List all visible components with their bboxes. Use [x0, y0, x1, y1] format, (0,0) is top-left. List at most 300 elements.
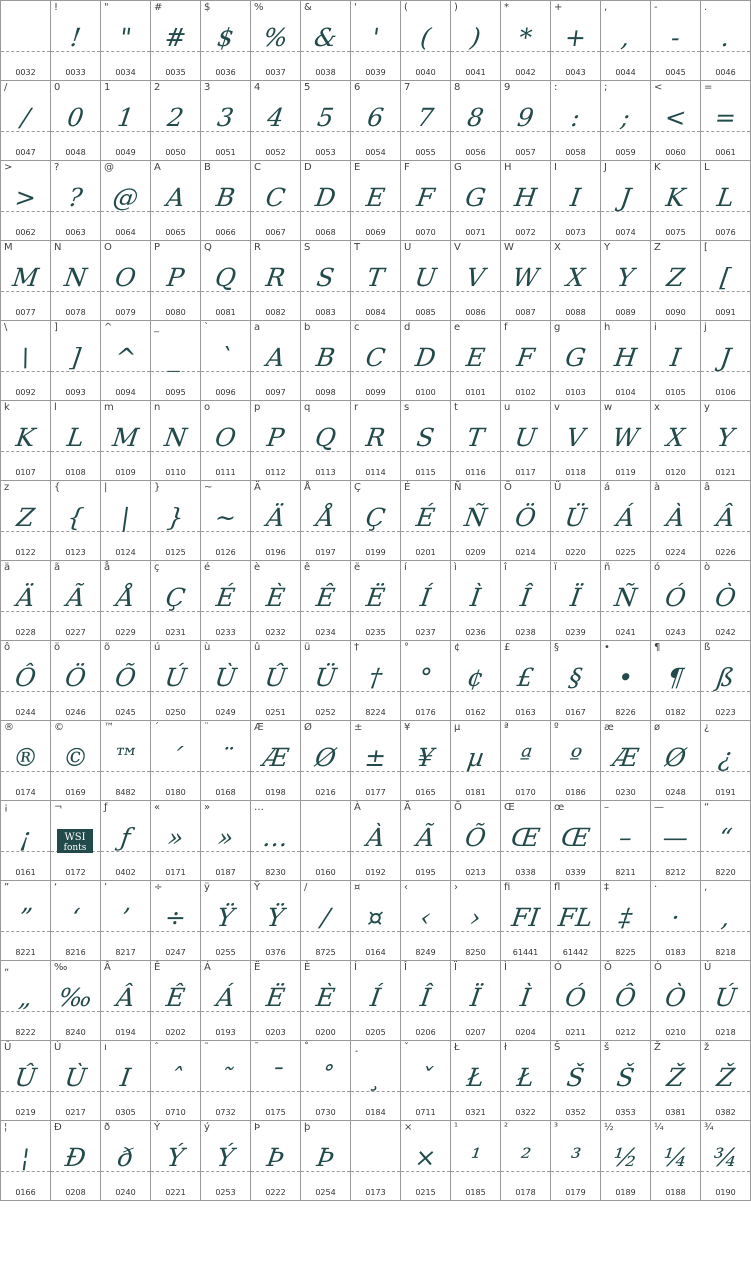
reference-character: ©: [54, 722, 64, 733]
glyph-sample: {: [65, 503, 86, 532]
glyph-cell: [601, 561, 651, 641]
character-code: 0098: [315, 388, 336, 397]
glyph-cell: [301, 161, 351, 241]
glyph-cell: [151, 721, 201, 801]
glyph-cell: [701, 81, 751, 161]
baseline-guide: [1, 51, 50, 52]
character-code: 0101: [465, 388, 486, 397]
glyph-sample: Å: [114, 583, 137, 612]
glyph-sample: ‹: [418, 903, 433, 932]
glyph-cell: [251, 561, 301, 641]
reference-character: ˇ: [404, 1042, 409, 1053]
glyph-sample: Q: [313, 423, 338, 452]
svg-text:WSI: WSI: [64, 832, 86, 843]
glyph-sample: 8: [465, 103, 486, 132]
glyph-sample: ×: [413, 1143, 439, 1172]
glyph-sample: Ä: [264, 503, 287, 532]
character-code: 0117: [515, 468, 536, 477]
character-code: 0185: [465, 1188, 486, 1197]
reference-character: $: [204, 2, 211, 13]
reference-character: ²: [504, 1122, 509, 1133]
character-code: 0214: [515, 548, 536, 557]
glyph-cell: [301, 881, 351, 961]
reference-character: ı: [104, 1042, 107, 1053]
character-code: 0034: [115, 68, 136, 77]
character-code: 0225: [615, 548, 636, 557]
reference-character: >: [4, 162, 13, 173]
glyph-cell: [351, 1041, 401, 1121]
reference-character: \: [4, 322, 8, 333]
glyph-cell: [351, 561, 401, 641]
glyph-cell: [651, 961, 701, 1041]
glyph-sample: Ä: [14, 583, 37, 612]
character-code: 0072: [515, 228, 536, 237]
character-code: 0180: [165, 788, 186, 797]
reference-character: Î: [404, 962, 407, 973]
reference-character: Ø: [304, 722, 312, 733]
glyph-sample: D: [313, 183, 338, 212]
glyph-cell: [401, 721, 451, 801]
reference-character: _: [154, 322, 159, 333]
glyph-sample: 5: [315, 103, 336, 132]
character-code: 0060: [665, 148, 686, 157]
glyph-cell: [401, 1041, 451, 1121]
glyph-cell: [651, 1, 701, 81]
glyph-sample: ð: [116, 1143, 136, 1172]
character-code: 0055: [415, 148, 436, 157]
reference-character: l: [54, 402, 57, 413]
glyph-cell: [1, 401, 51, 481]
reference-character: m: [104, 402, 114, 413]
reference-character: ;: [604, 82, 608, 93]
glyph-sample: >: [13, 183, 39, 212]
glyph-cell: [101, 1121, 151, 1201]
glyph-cell: [651, 721, 701, 801]
character-code: 0241: [615, 628, 636, 637]
glyph-sample: K: [14, 423, 37, 452]
reference-character: ¬: [54, 802, 63, 813]
glyph-sample: Ł: [515, 1063, 536, 1092]
character-code: 0071: [465, 228, 486, 237]
glyph-sample: µ: [465, 743, 486, 772]
reference-character: ¡: [4, 802, 9, 813]
character-code: 8212: [665, 868, 686, 877]
glyph-sample: ƒ: [118, 823, 133, 852]
reference-character: ÷: [154, 882, 163, 893]
reference-character: d: [404, 322, 411, 333]
glyph-cell: [251, 961, 301, 1041]
glyph-sample: •: [616, 663, 635, 692]
glyph-cell: [451, 241, 501, 321]
reference-character: Ô: [604, 962, 612, 973]
glyph-cell: [151, 1121, 201, 1201]
character-code: 0217: [65, 1108, 86, 1117]
character-code: 0242: [715, 628, 736, 637]
reference-character: µ: [454, 722, 461, 733]
reference-character: §: [554, 642, 559, 653]
character-code: 0093: [65, 388, 86, 397]
character-code: 0121: [715, 468, 736, 477]
glyph-sample: 3: [215, 103, 236, 132]
glyph-cell: [251, 321, 301, 401]
reference-character: 3: [204, 82, 211, 93]
glyph-sample: ’: [119, 903, 132, 932]
glyph-sample: Î: [418, 983, 433, 1012]
glyph-sample: Ó: [663, 583, 688, 612]
reference-character: ^: [104, 322, 113, 333]
glyph-cell: [51, 401, 101, 481]
glyph-sample: Ú: [712, 983, 739, 1012]
glyph-cell: [351, 81, 401, 161]
character-code: 0190: [715, 1188, 736, 1197]
character-code: 0041: [465, 68, 486, 77]
glyph-sample: ˆ: [167, 1063, 184, 1092]
reference-character: ¿: [704, 722, 710, 733]
character-code: 0050: [165, 148, 186, 157]
glyph-sample: S: [414, 423, 437, 452]
character-code: 0382: [715, 1108, 736, 1117]
reference-character: Í: [354, 962, 357, 973]
glyph-sample: Ú: [162, 663, 189, 692]
glyph-sample: ): [468, 23, 483, 52]
glyph-sample: Ý: [165, 1143, 186, 1172]
character-code: 0221: [165, 1188, 186, 1197]
character-code: 0035: [165, 68, 186, 77]
reference-character: ã: [54, 562, 61, 573]
glyph-cell: [301, 1, 351, 81]
glyph-cell: [601, 81, 651, 161]
reference-character: a: [254, 322, 261, 333]
reference-character: ·: [654, 882, 658, 893]
reference-character: `: [204, 322, 209, 333]
reference-character: D: [304, 162, 312, 173]
glyph-cell: [551, 1121, 601, 1201]
glyph-cell: [701, 721, 751, 801]
glyph-sample: £: [515, 663, 536, 692]
character-code: 0107: [15, 468, 36, 477]
glyph-sample: Ø: [313, 743, 338, 772]
glyph-cell: [251, 1121, 301, 1201]
glyph-sample: Ù: [212, 663, 239, 692]
character-code: 0085: [415, 308, 436, 317]
character-code: 0058: [565, 148, 586, 157]
glyph-cell: [201, 481, 251, 561]
glyph-sample: U: [512, 423, 539, 452]
reference-character: £: [504, 642, 511, 653]
glyph-sample: T: [465, 423, 486, 452]
character-code: 0201: [415, 548, 436, 557]
glyph-cell: [301, 1121, 351, 1201]
glyph-cell: [301, 241, 351, 321]
reference-character: ñ: [604, 562, 611, 573]
glyph-cell: [201, 641, 251, 721]
reference-character: ”: [4, 882, 10, 893]
glyph-cell: [151, 881, 201, 961]
glyph-cell: [201, 161, 251, 241]
glyph-sample: Ï: [568, 583, 583, 612]
glyph-cell: [51, 961, 101, 1041]
glyph-cell: [601, 241, 651, 321]
glyph-cell: [451, 1, 501, 81]
glyph-sample: ¯: [267, 1063, 284, 1092]
reference-character: Û: [4, 1042, 12, 1053]
character-code: 0339: [565, 868, 586, 877]
character-code: 0167: [565, 708, 586, 717]
glyph-sample: ‰: [56, 983, 95, 1012]
reference-character: H: [504, 162, 512, 173]
character-code: 0240: [115, 1188, 136, 1197]
glyph-cell: [401, 1121, 451, 1201]
character-code: 0730: [315, 1108, 336, 1117]
character-code: 0402: [115, 868, 136, 877]
character-code: 0046: [715, 68, 736, 77]
reference-character: ¶: [654, 642, 661, 653]
glyph-sample: Y: [715, 423, 736, 452]
glyph-cell: [201, 721, 251, 801]
glyph-sample: !: [68, 23, 83, 52]
glyph-cell: [201, 961, 251, 1041]
reference-character: u: [504, 402, 511, 413]
glyph-cell: [1, 1, 51, 81]
reference-character: 7: [404, 82, 411, 93]
glyph-sample: —: [661, 823, 691, 852]
glyph-cell: [551, 881, 601, 961]
glyph-sample: M: [110, 423, 141, 452]
glyph-sample: S: [314, 263, 337, 292]
reference-character: h: [604, 322, 611, 333]
reference-character: ž: [704, 1042, 710, 1053]
glyph-cell: [51, 1041, 101, 1121]
glyph-sample: ®: [11, 743, 41, 772]
reference-character: Ä: [254, 482, 261, 493]
glyph-sample: :: [569, 103, 582, 132]
reference-character: T: [354, 242, 361, 253]
character-code: 0119: [615, 468, 636, 477]
glyph-sample: ~: [213, 503, 239, 532]
character-code: 8240: [65, 1028, 86, 1037]
glyph-sample: Ô: [13, 663, 38, 692]
glyph-cell: [701, 241, 751, 321]
glyph-cell: [1, 81, 51, 161]
glyph-sample: [: [718, 263, 733, 292]
glyph-cell: [101, 81, 151, 161]
reference-character: |: [104, 482, 108, 493]
glyph-cell: [551, 81, 601, 161]
reference-character: ê: [304, 562, 311, 573]
glyph-cell: [401, 961, 451, 1041]
character-code: 0092: [15, 388, 36, 397]
glyph-sample: ': [370, 23, 382, 52]
character-code: 0200: [315, 1028, 336, 1037]
glyph-sample: ]: [68, 343, 83, 372]
glyph-cell: [551, 1, 601, 81]
reference-character: /: [304, 882, 308, 893]
glyph-cell: [51, 161, 101, 241]
character-code: 0123: [65, 548, 86, 557]
glyph-cell: [151, 961, 201, 1041]
character-code: 0070: [415, 228, 436, 237]
glyph-sample: FI: [509, 903, 542, 932]
character-code: 0100: [415, 388, 436, 397]
glyph-sample: Ÿ: [265, 903, 286, 932]
glyph-cell: [551, 801, 601, 881]
glyph-sample: (: [418, 23, 433, 52]
reference-character: Ó: [554, 962, 562, 973]
glyph-cell: [601, 1, 651, 81]
glyph-sample: R: [264, 263, 288, 292]
glyph-cell: [301, 641, 351, 721]
reference-character: ×: [404, 1122, 413, 1133]
glyph-cell: [401, 401, 451, 481]
character-code: 0106: [715, 388, 736, 397]
glyph-sample: `: [217, 343, 234, 372]
character-code: 0183: [665, 948, 686, 957]
reference-character: â: [704, 482, 711, 493]
reference-character: Z: [654, 242, 661, 253]
glyph-cell: [51, 1121, 101, 1201]
reference-character: Æ: [254, 722, 264, 733]
character-code: 0038: [315, 68, 336, 77]
glyph-sample: Y: [615, 263, 636, 292]
glyph-sample: O: [113, 263, 138, 292]
glyph-sample: 2: [165, 103, 186, 132]
reference-character: í: [404, 562, 407, 573]
glyph-sample: ‡: [617, 903, 634, 932]
reference-character: õ: [104, 642, 111, 653]
character-code: 0208: [65, 1188, 86, 1197]
glyph-cell: [551, 641, 601, 721]
character-code: 0230: [615, 788, 636, 797]
character-code: 0184: [365, 1108, 386, 1117]
character-code: 0168: [215, 788, 236, 797]
reference-character: 2: [154, 82, 161, 93]
glyph-sample: Í: [368, 983, 383, 1012]
reference-character: º: [554, 722, 559, 733]
glyph-sample: 4: [265, 103, 286, 132]
glyph-sample: Ç: [163, 583, 188, 612]
glyph-sample: H: [512, 183, 539, 212]
glyph-sample: P: [265, 423, 287, 452]
reference-character: ™: [104, 722, 114, 733]
glyph-sample: V: [564, 423, 587, 452]
glyph-sample: ›: [468, 903, 483, 932]
character-code: 0204: [515, 1028, 536, 1037]
reference-character: ,: [604, 2, 608, 13]
character-code: 0194: [115, 1028, 136, 1037]
glyph-cell: [251, 881, 301, 961]
character-code: 0073: [565, 228, 586, 237]
glyph-sample: #: [163, 23, 189, 52]
character-code: 0250: [165, 708, 186, 717]
character-code: 0079: [115, 308, 136, 317]
character-code: 0195: [415, 868, 436, 877]
glyph-sample: ª: [517, 743, 534, 772]
glyph-cell: [651, 641, 701, 721]
glyph-cell: [351, 401, 401, 481]
character-code: 0219: [15, 1108, 36, 1117]
character-code: 0353: [615, 1108, 636, 1117]
character-code: 0381: [665, 1108, 686, 1117]
glyph-cell: [351, 241, 401, 321]
reference-character: 4: [254, 82, 261, 93]
reference-character: á: [604, 482, 611, 493]
character-code: 0231: [165, 628, 186, 637]
character-code: 0162: [465, 708, 486, 717]
glyph-sample: ©: [61, 743, 91, 772]
glyph-cell: [351, 1, 401, 81]
glyph-sample: ˜: [217, 1063, 234, 1092]
glyph-sample: /: [319, 903, 332, 932]
glyph-cell: [101, 561, 151, 641]
glyph-sample: Û: [12, 1063, 39, 1092]
reference-character: #: [154, 2, 163, 13]
character-code: 0059: [615, 148, 636, 157]
character-code: 0075: [665, 228, 686, 237]
glyph-sample: À: [364, 823, 387, 852]
character-code: 0169: [65, 788, 86, 797]
glyph-sample: B: [314, 343, 337, 372]
glyph-cell: [251, 1041, 301, 1121]
glyph-cell: [101, 641, 151, 721]
character-code: 0239: [565, 628, 586, 637]
glyph-cell: [701, 1121, 751, 1201]
glyph-sample: U: [412, 263, 439, 292]
glyph-cell: [701, 401, 751, 481]
reference-character: Ì: [504, 962, 507, 973]
glyph-sample: „: [17, 983, 35, 1012]
reference-character: Ê: [154, 962, 161, 973]
character-code: 0187: [215, 868, 236, 877]
reference-character: ±: [354, 722, 363, 733]
character-code: 0193: [215, 1028, 236, 1037]
character-code: 0076: [715, 228, 736, 237]
reference-character: è: [254, 562, 261, 573]
reference-character: n: [154, 402, 161, 413]
character-code: 0065: [165, 228, 186, 237]
glyph-cell: [401, 81, 451, 161]
glyph-sample: Ñ: [462, 503, 489, 532]
glyph-cell: [251, 641, 301, 721]
reference-character: Ç: [354, 482, 361, 493]
character-code: 0322: [515, 1108, 536, 1117]
reference-character: ù: [204, 642, 211, 653]
reference-character: k: [4, 402, 10, 413]
reference-character: Œ: [504, 802, 515, 813]
character-code: 8249: [415, 948, 436, 957]
reference-character: ¾: [704, 1122, 714, 1133]
reference-character: š: [604, 1042, 610, 1053]
character-code: 0084: [365, 308, 386, 317]
glyph-sample: ¦: [19, 1143, 32, 1172]
reference-character: Ð: [54, 1122, 62, 1133]
glyph-sample: N: [62, 263, 89, 292]
character-code: 0122: [15, 548, 36, 557]
glyph-cell: [151, 401, 201, 481]
reference-character: ‰: [54, 962, 68, 973]
glyph-cell: [101, 481, 151, 561]
character-code: 0040: [415, 68, 436, 77]
character-code: 8217: [115, 948, 136, 957]
character-code: 0321: [465, 1108, 486, 1117]
glyph-cell: [451, 481, 501, 561]
character-code: 0108: [65, 468, 86, 477]
reference-character: —: [654, 802, 664, 813]
reference-character: ": [104, 2, 109, 13]
glyph-cell: [601, 401, 651, 481]
reference-character: q: [304, 402, 311, 413]
glyph-sample: Í: [418, 583, 433, 612]
glyph-cell: [51, 561, 101, 641]
